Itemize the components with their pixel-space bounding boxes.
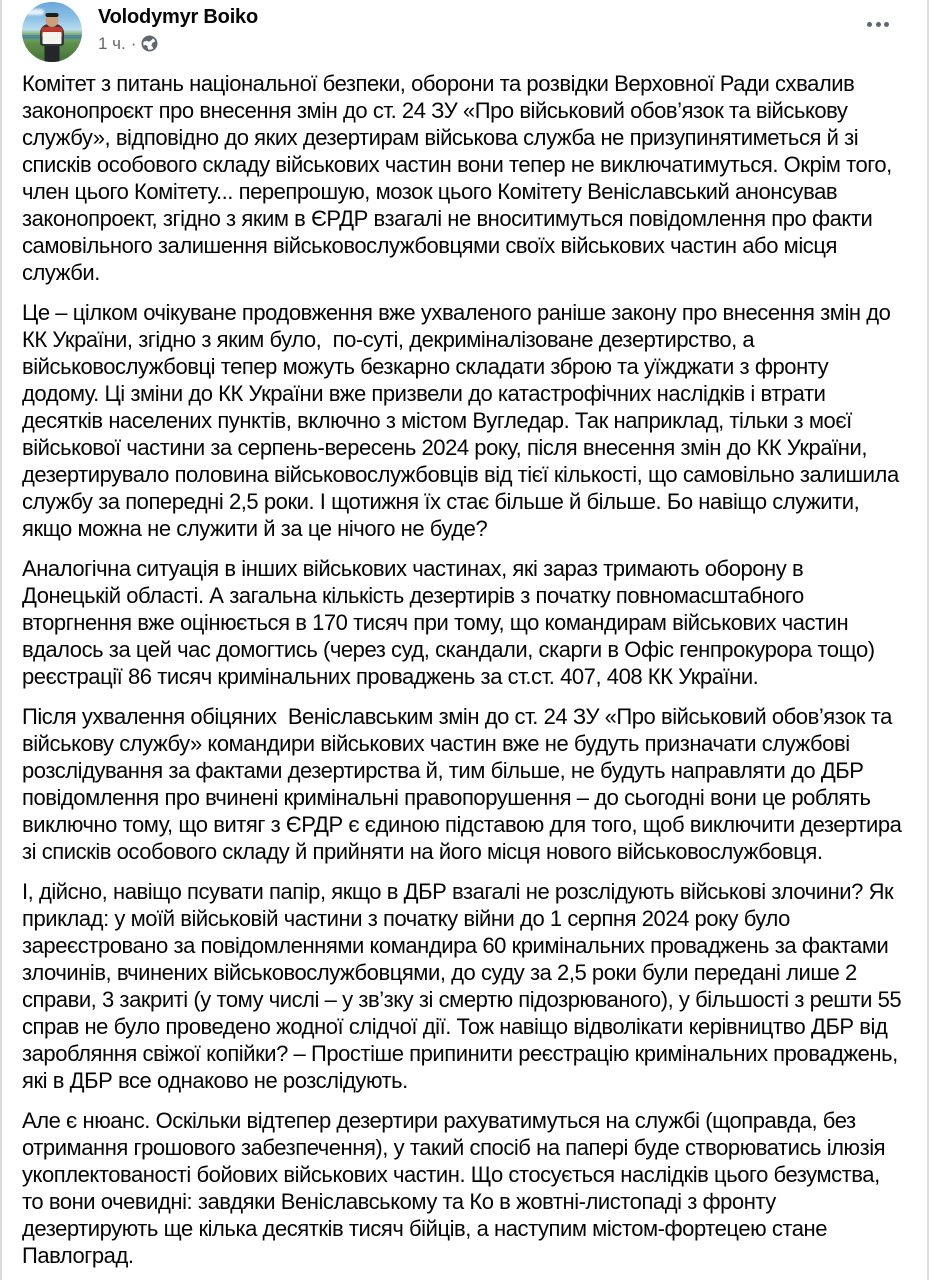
post-paragraph: Але є нюанс. Оскільки відтепер дезертири рахуватимуться на службі (щоправда, без отримання грошового забезпечення), у такий спосіб на папері буде створюватись ілюзія укоплектованості бойових військових частин. Що стосується наслідків цього безумства, то вони очевидні: завдяки Веніславському та Ко в жовтні-листопаді з фронту дезертирують ще кілька десятків тисяч бійців, а наступим містом-фортецею стане Павлоград.	[22, 1108, 891, 1268]
timestamp[interactable]: 1 ч.	[98, 34, 126, 53]
post-body	[22, 70, 908, 1269]
ellipsis-icon	[876, 22, 881, 27]
avatar[interactable]	[22, 2, 82, 62]
avatar-photo-person-paper	[43, 32, 62, 44]
avatar-photo-cloud	[26, 9, 44, 15]
ellipsis-icon	[884, 22, 889, 27]
post-paragraph: І, дійсно, навіщо псувати папір, якщо в ДБР взагалі не розслідують військові злочини? Як приклад: у моїй військовій частини з початку війни до 1 серпня 2024 року було зареєстровано за повідомленнями командира 60 кримінальних проваджень за фактами злочинів, вчинених військовослужбовцями, до суду за 2,5 роки були передані лише 2 справи, 3 закриті (у тому числі – у зв’зку зі смертю підозрюваного), у більшості з решти 55 справ не було проведено жодної слідчої дії. Тож навіщо відволікати керівництво ДБР від заробляння свіжої копійки? – Простіше припинити реєстрацію кримінальних проваджень, які в ДБР все однаково не розслідують.	[22, 879, 907, 1093]
author-name[interactable]: Volodymyr Boiko	[98, 6, 258, 28]
post-meta	[98, 35, 258, 52]
post-paragraph: Аналогічна ситуація в інших військових частинах, які зараз тримають оборону в Донецькій області. А загальна кількість дезертирів з початку повномасштабного вторгнення вже оцінюється в 170 тисяч при тому, що командирам військових частин вдалось за цей час домогтись (через суд, скандали, скарги в Офіс генпрокурора тощо) реєстрації 86 тисяч кримінальних проваджень за ст.ст. 407, 408 КК України.	[22, 556, 881, 689]
ellipsis-icon	[867, 22, 872, 27]
post-header-text	[98, 2, 258, 52]
globe-icon	[141, 35, 158, 52]
post-paragraph: Комітет з питань національної безпеки, оборони та розвідки Верховної Ради схвалив законопроєкт про внесення змін до ст. 24 ЗУ «Про військовий обов’язок та військову службу», відповідно до яких дезертирам військова служба не призупинятиметься й зі списків особового складу військових частин вони тепер не виключатимуться. Окрім того, член цього Комітету... перепрошую, мозок цього Комітету Веніславський анонсував законопроект, згідно з яким в ЄРДР взагалі не вноситимуться повідомлення про факти самовільного залишення військовослужбовцями своїх військових частин або місця служби.	[22, 71, 898, 285]
avatar-photo-person-sunglasses	[46, 13, 59, 17]
post-paragraph: Після ухвалення обіцяних Веніславським змін до ст. 24 ЗУ «Про військовий обов’язок та військову службу» командири військових частин вже не будуть призначати службові розслідування за фактами дезертирства й, тим більше, не будуть направляти до ДБР повідомлення про вчинені кримінальні правопорушення – до сьогодні вони це роблять виключно тому, що витяг з ЄРДР є єдиною підставою для того, щоб виключити дезертира зі списків особового складу й прийняти на його місця нового військовослужбовця.	[22, 704, 908, 864]
post-paragraph: Це – цілком очікуване продовження вже ухваленого раніше закону про внесення змін до КК України, згідно з яким було, по-суті, декриміналізоване дезертирство, а військовослужбовці тепер можуть безкарно складати зброю та уїжджати з фронту додому. Ці зміни до КК України вже призвели до катастрофічних наслідків і втрати десятків населених пунктів, включно з містом Вугледар. Так наприклад, тільки з моєї військової частини за серпень-вересень 2024 року, після внесення змін до КК України, дезертирувало половина військовослужбовців від тієї кількості, що самовільно залишила службу за попередні 2,5 роки. І щотижня їх стає більше й більше. Бо навіщо служити, якщо можна не служити й за це нічого не буде?	[22, 300, 905, 541]
meta-separator: ·	[130, 34, 137, 53]
post-options-button[interactable]	[859, 14, 897, 35]
post-header	[22, 2, 905, 62]
